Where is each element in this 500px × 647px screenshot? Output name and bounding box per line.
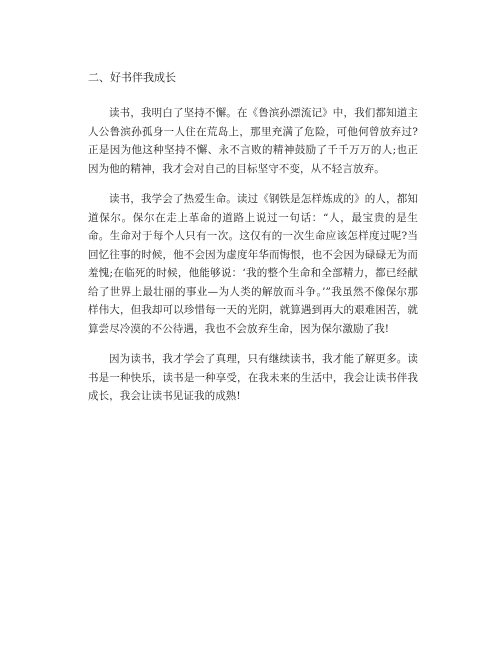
document-body: [88, 70, 418, 418]
paragraph-love-life: 读书，我学会了热爱生命。读过《钢铁是怎样炼成的》的人，都知道保尔。保尔在走上革命的道路上说过一句话：“人，最宝贵的是生命。生命对于每个人只有一次。这仅有的一次生命应该怎样度过呢?当回忆往事的时候，他不会因为虚度年华而悔恨，也不会因为碌碌无为而羞愧;在临死的时候，他能够说：‘我的整个生命和全部精力，都已经献给了世界上最壮丽的事业—为人类的解放而斗争。’”我虽然不像保尔那样伟大，但我却可以珍惜每一天的光阴，就算遇到再大的艰难困苦，就算尝尽冷漠的不公待遇，我也不会放弃生命，因为保尔激励了我!: [88, 193, 418, 335]
paragraph-persistence: 读书，我明白了坚持不懈。在《鲁滨孙漂流记》中，我们都知道主人公鲁滨孙孤身一人住在荒岛上，那里充满了危险，可他何曾放弃过?正是因为他这种坚持不懈、永不言败的精神鼓励了千千万万的人;也正因为他的精神，我才会对自己的目标坚守不变，从不轻言放弃。: [88, 107, 418, 175]
section-heading: 二、好书伴我成长: [88, 71, 176, 84]
paragraph-conclusion: 因为读书，我才学会了真理，只有继续读书，我才能了解更多。读书是一种快乐，读书是一种享受，在我未来的生活中，我会让读书伴我成长，我会让读书见证我的成熟!: [88, 353, 418, 402]
